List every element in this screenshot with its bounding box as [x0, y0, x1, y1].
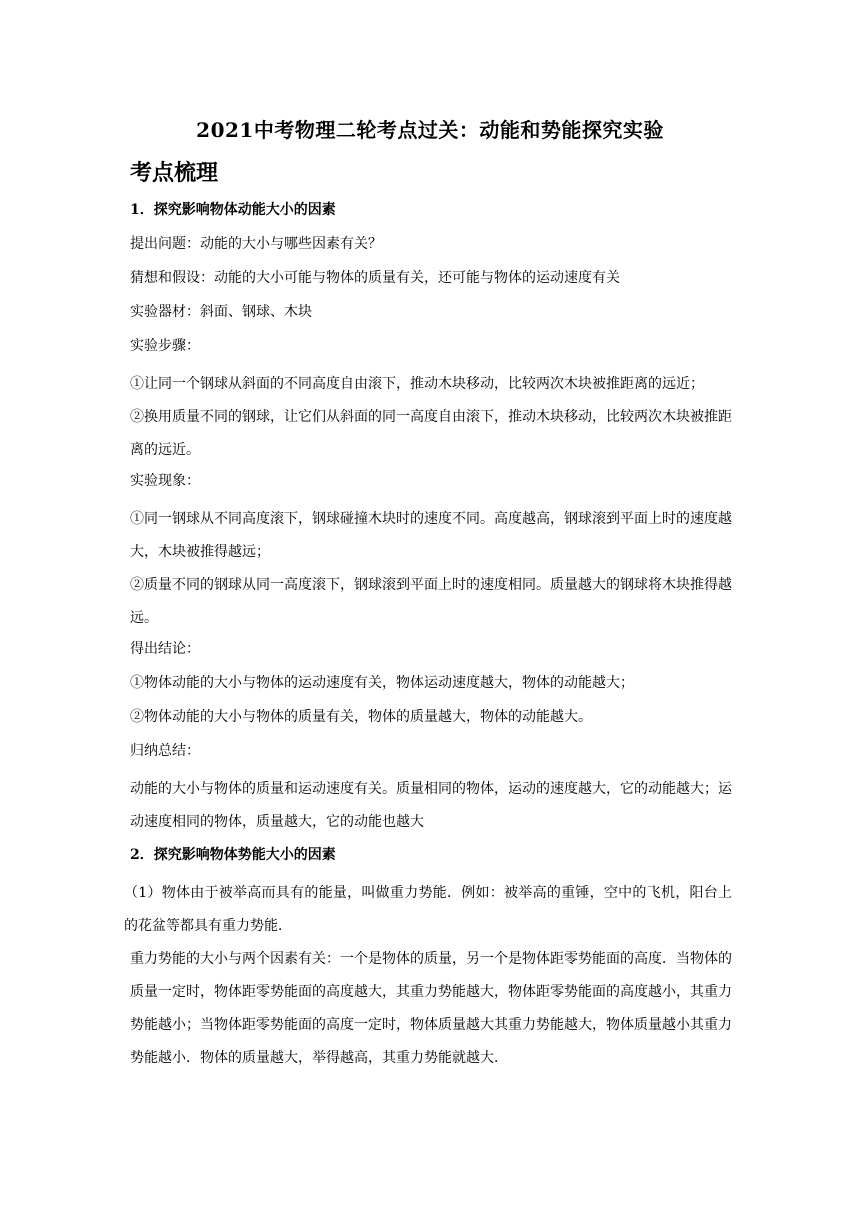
part1-step-1: ①让同一个钢球从斜面的不同高度自由滚下，推动木块移动，比较两次木块被推距离的远近；	[130, 376, 704, 392]
part1-steps-label: 实验步骤：	[130, 338, 200, 354]
part2-heading: 2．探究影响物体势能大小的因素	[130, 847, 336, 863]
part1-hypothesis: 猜想和假设：动能的大小可能与物体的质量有关，还可能与物体的运动速度有关	[130, 270, 620, 286]
document-title: 2021中考物理二轮考点过关：动能和势能探究实验	[196, 118, 664, 142]
part2-paragraph-2: 重力势能的大小与两个因素有关：一个是物体的质量，另一个是物体距零势能面的高度．当物体的质量一定时，物体距零势能面的高度越大，其重力势能越大，物体距零势能面的高度越小，其重力势能越小；当物体距零势能面的高度一定时，物体质量越大其重力势能越大，物体质量越小其重力势能越小．物体的质量越大，举得越高，其重力势能就越大．	[130, 951, 732, 1066]
part1-phenomenon-1: ①同一钢球从不同高度滚下，钢球碰撞木块时的速度不同。高度越高，钢球滚到平面上时的速度越大，木块被推得越远；	[130, 511, 732, 560]
part1-conclusion-2: ②物体动能的大小与物体的质量有关，物体的质量越大，物体的动能越大。	[130, 709, 592, 725]
part1-step-2: ②换用质量不同的钢球，让它们从斜面的同一高度自由滚下，推动木块移动，比较两次木块被推距离的远近。	[130, 409, 732, 458]
part1-phenomena-label: 实验现象：	[130, 473, 200, 489]
part1-conclusion-1: ①物体动能的大小与物体的运动速度有关，物体运动速度越大，物体的动能越大；	[130, 675, 634, 691]
section-heading: 考点梳理	[130, 160, 219, 186]
part2-paragraph-1: （1）物体由于被举高而具有的能量，叫做重力势能．例如：被举高的重锤，空中的飞机，阳台上的花盆等都具有重力势能．	[124, 885, 732, 934]
part1-heading: 1．探究影响物体动能大小的因素	[130, 202, 336, 218]
part1-question: 提出问题：动能的大小与哪些因素有关？	[130, 236, 382, 252]
part1-conclusion-label: 得出结论：	[130, 641, 200, 657]
part1-phenomenon-2: ②质量不同的钢球从同一高度滚下，钢球滚到平面上时的速度相同。质量越大的钢球将木块推得越远。	[130, 577, 732, 626]
part1-summary: 动能的大小与物体的质量和运动速度有关。质量相同的物体，运动的速度越大，它的动能越大；运动速度相同的物体，质量越大，它的动能也越大	[130, 781, 732, 830]
part1-equipment: 实验器材：斜面、钢球、木块	[130, 304, 312, 320]
document-body	[124, 158, 732, 1075]
part1-summary-label: 归纳总结：	[130, 743, 200, 759]
